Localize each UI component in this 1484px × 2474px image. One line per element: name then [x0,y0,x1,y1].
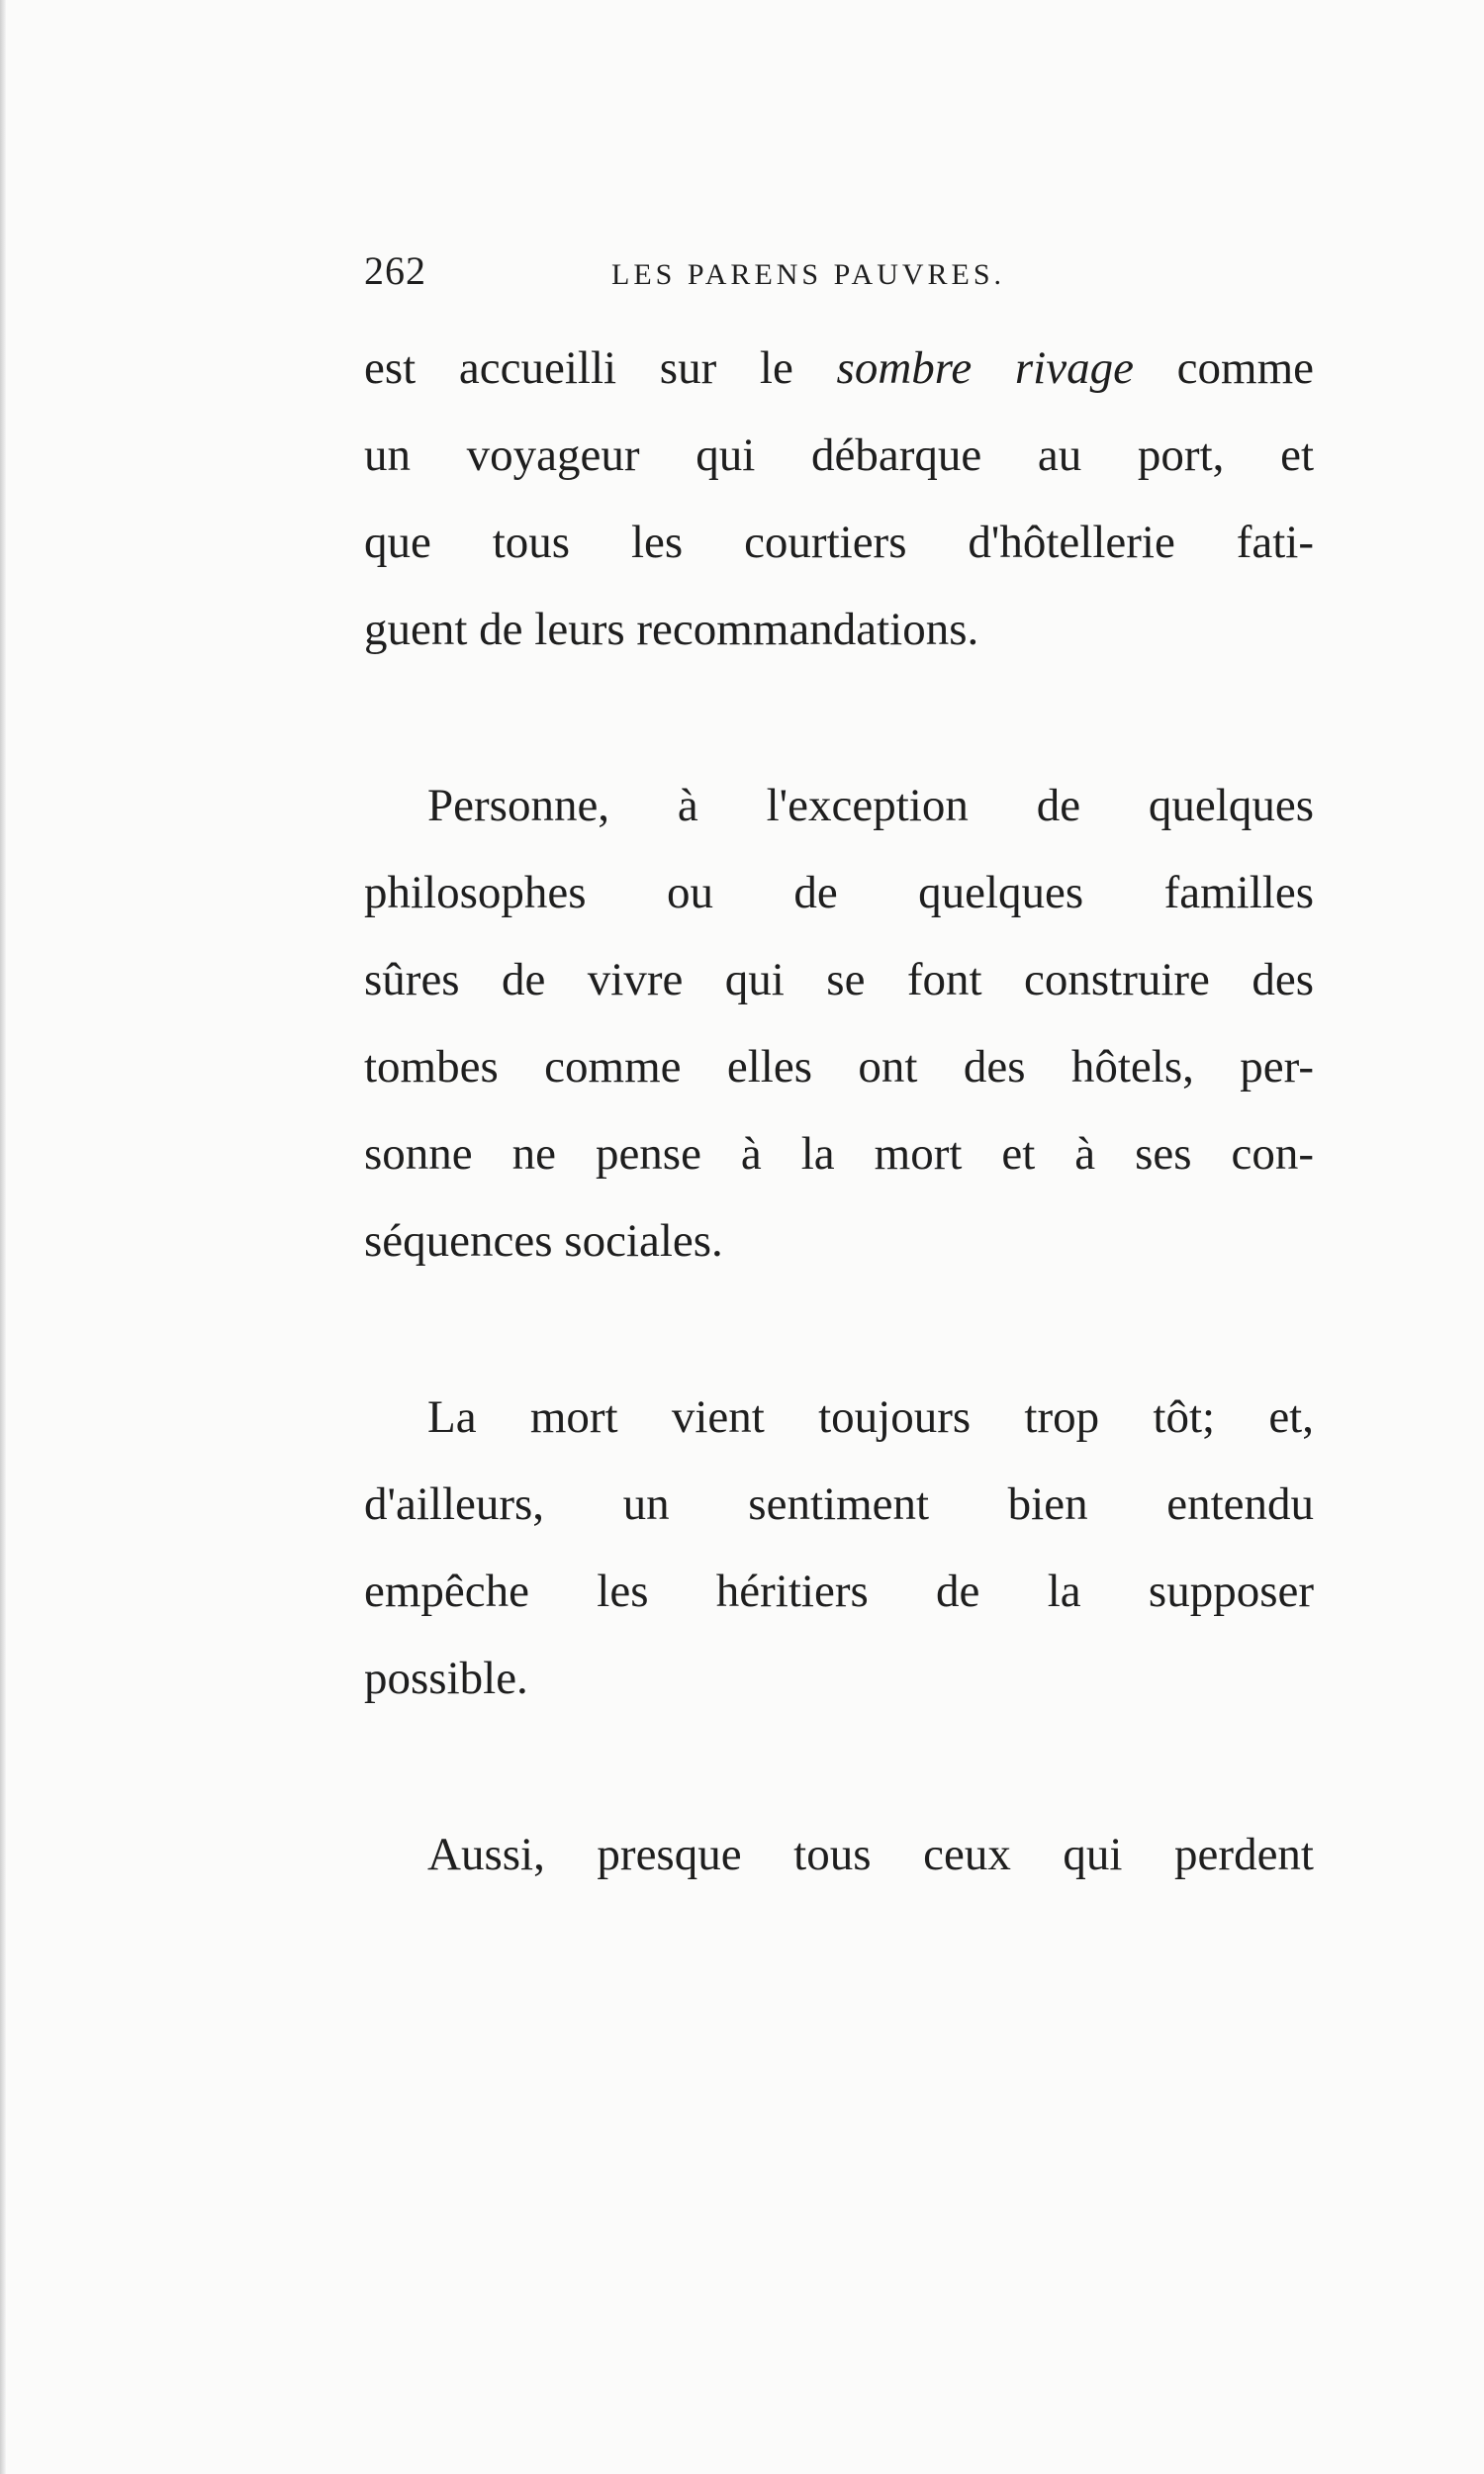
paragraph-gap [364,1285,1314,1374]
running-head [364,247,1314,307]
paragraph-4 [364,1811,1314,1898]
paragraph-3 [364,1374,1314,1722]
text-line: d'ailleurs, un sentiment bien entendu [364,1478,1314,1530]
text-line: tombes comme elles ont des hôtels, per- [364,1041,1314,1093]
text-line: sonne ne pense à la mort et à ses con- [364,1128,1314,1180]
text-segment: comme [1133,342,1315,394]
text-line: Aussi, presque tous ceux qui perdent [427,1829,1314,1880]
text-line: Personne, à l'exception de quelques [427,780,1314,831]
text-line: philosophes ou de quelques familles [364,867,1314,918]
paragraph-gap [364,673,1314,762]
text-line: possible. [364,1653,528,1704]
paragraph-1 [364,325,1314,673]
text-line: séquences sociales. [364,1215,723,1267]
page-number: 262 [364,248,426,293]
text-line: que tous les courtiers d'hôtellerie fati- [364,517,1314,568]
paragraph-2 [364,762,1314,1285]
text-line: guent de leurs recommandations. [364,604,979,655]
text-line [364,325,1314,412]
text-line: empêche les héritiers de la supposer [364,1566,1314,1617]
book-page [364,247,1314,1898]
text-line: sûres de vivre qui se font construire des [364,954,1314,1005]
italic-phrase: sombre rivage [836,342,1134,394]
text-segment: est accueilli sur le [364,342,837,394]
text-line: un voyageur qui débarque au port, et [364,429,1314,481]
running-title: LES PARENS PAUVRES. [611,258,1006,291]
text-line: La mort vient toujours trop tôt; et, [427,1391,1314,1443]
page-edge [0,0,6,2474]
paragraph-gap [364,1722,1314,1811]
